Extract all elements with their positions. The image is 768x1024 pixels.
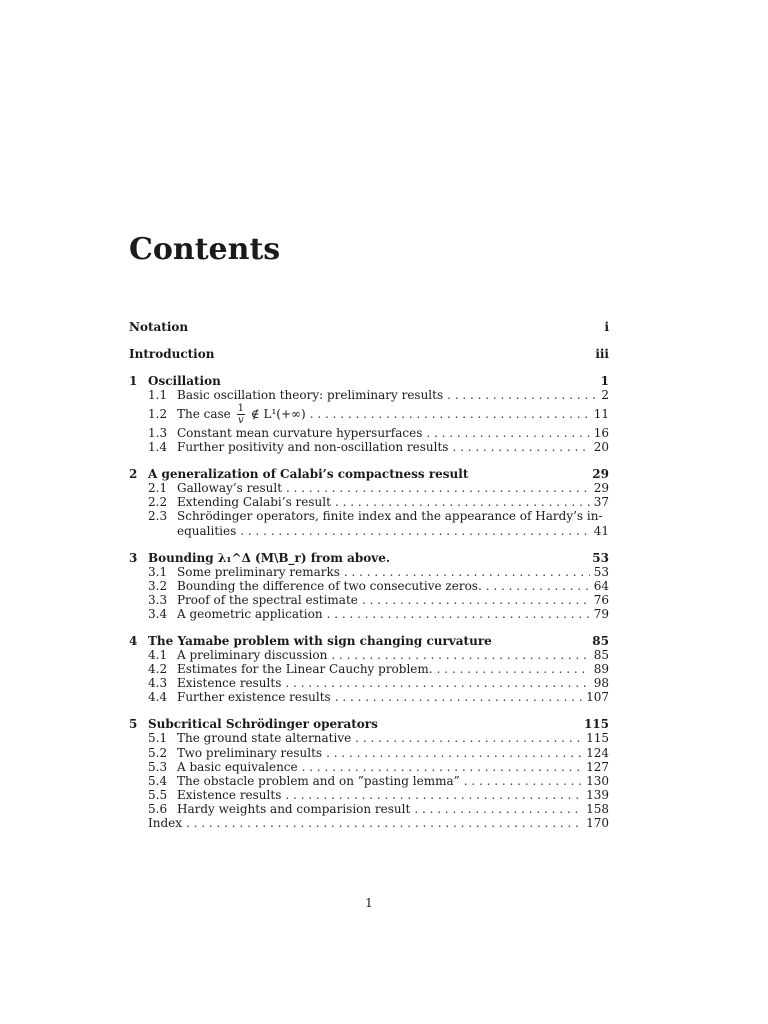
section-number: 4.1 bbox=[148, 648, 168, 663]
section-page: 37 bbox=[593, 495, 609, 510]
section-title-suffix: ∉ L¹(+∞) bbox=[250, 406, 306, 421]
section-number: 2.3 bbox=[148, 509, 168, 524]
section-number: 4.4 bbox=[148, 690, 168, 705]
chapter-page: 1 bbox=[600, 374, 609, 388]
section-page: 139 bbox=[586, 787, 609, 802]
dot-leader bbox=[331, 648, 589, 662]
toc-section-5-4[interactable] bbox=[129, 774, 609, 788]
chapter-title: The Yamabe problem with sign changing curvature bbox=[148, 634, 492, 649]
section-page: 85 bbox=[593, 648, 609, 663]
section-number: 5.2 bbox=[148, 745, 168, 760]
dot-leader bbox=[335, 495, 590, 509]
toc-section-3-3[interactable] bbox=[129, 593, 609, 607]
section-number: 2.1 bbox=[148, 481, 168, 496]
fraction bbox=[237, 403, 245, 426]
toc-section-4-3[interactable] bbox=[129, 676, 609, 690]
dot-leader bbox=[437, 662, 590, 676]
dot-leader bbox=[464, 774, 582, 788]
chapter-page: 85 bbox=[592, 634, 609, 649]
toc-chapter-2[interactable] bbox=[129, 467, 609, 481]
section-page: 107 bbox=[586, 690, 609, 705]
section-title-line1: Schrödinger operators, finite index and the appearance of Hardy’s in- bbox=[177, 509, 603, 524]
section-number: 2.2 bbox=[148, 495, 168, 510]
toc-section-3-2[interactable] bbox=[129, 579, 609, 593]
section-page: 2 bbox=[601, 388, 609, 402]
dot-leader bbox=[285, 788, 582, 802]
section-title: Two preliminary results bbox=[177, 745, 323, 760]
section-title: Bounding the difference of two consecutive zeros. bbox=[177, 578, 482, 593]
page-title: Contents bbox=[129, 232, 281, 267]
toc-section-5-6[interactable] bbox=[129, 802, 609, 816]
dot-leader bbox=[362, 593, 590, 607]
section-number: 4.3 bbox=[148, 676, 168, 691]
dot-leader bbox=[327, 607, 590, 621]
chapter-number: 1 bbox=[129, 374, 138, 388]
page-number: 1 bbox=[365, 896, 373, 910]
section-number: 1.2 bbox=[148, 407, 168, 422]
toc-section-2-1[interactable] bbox=[129, 481, 609, 495]
toc-entry-title: Introduction bbox=[129, 347, 215, 361]
section-number: 1.4 bbox=[148, 440, 168, 455]
section-number: 5.3 bbox=[148, 759, 168, 774]
section-number: 1.1 bbox=[148, 388, 168, 402]
section-page: 53 bbox=[593, 564, 609, 579]
section-title: Estimates for the Linear Cauchy problem. bbox=[177, 662, 433, 677]
section-page: 11 bbox=[593, 407, 609, 422]
toc-section-4-1[interactable] bbox=[129, 648, 609, 662]
dot-leader bbox=[186, 816, 582, 830]
toc-section-1-1[interactable] bbox=[129, 388, 609, 402]
toc-chapter-5[interactable] bbox=[129, 717, 609, 731]
section-title: The obstacle problem and on ”pasting lemma” bbox=[177, 773, 460, 788]
chapter-page: 115 bbox=[583, 717, 609, 732]
section-number: 5.6 bbox=[148, 801, 168, 816]
toc-section-1-4[interactable] bbox=[129, 440, 609, 454]
section-page: 76 bbox=[593, 592, 609, 607]
section-title: Hardy weights and comparision result bbox=[177, 801, 411, 816]
toc-section-3-4[interactable] bbox=[129, 607, 609, 621]
fraction-denominator: v bbox=[237, 414, 244, 426]
table-of-contents bbox=[129, 320, 609, 830]
fraction-numerator: 1 bbox=[237, 402, 244, 414]
dot-leader bbox=[426, 426, 589, 440]
chapter-page: 29 bbox=[592, 467, 609, 482]
toc-entry-notation[interactable] bbox=[129, 320, 609, 334]
section-number: 3.1 bbox=[148, 564, 168, 579]
section-page: 130 bbox=[586, 773, 609, 788]
dot-leader bbox=[452, 440, 589, 454]
toc-section-3-1[interactable] bbox=[129, 565, 609, 579]
section-page: 29 bbox=[593, 481, 609, 496]
toc-section-2-3-continued[interactable] bbox=[129, 524, 609, 538]
section-title: A geometric application bbox=[177, 606, 323, 621]
section-title: Proof of the spectral estimate bbox=[177, 592, 358, 607]
section-title: Some preliminary remarks bbox=[177, 564, 340, 579]
section-number: 5.4 bbox=[148, 773, 168, 788]
section-number: 1.3 bbox=[148, 426, 168, 441]
section-number: 5.1 bbox=[148, 731, 168, 746]
section-page: 127 bbox=[586, 759, 609, 774]
dot-leader bbox=[447, 388, 597, 402]
section-page: 89 bbox=[593, 662, 609, 677]
chapter-number: 3 bbox=[129, 550, 138, 565]
section-number: 3.2 bbox=[148, 578, 168, 593]
toc-entry-introduction[interactable] bbox=[129, 347, 609, 361]
section-title: A basic equivalence bbox=[177, 759, 298, 774]
toc-section-2-3[interactable] bbox=[129, 509, 609, 523]
section-title-prefix: The case bbox=[177, 406, 231, 421]
section-page: 158 bbox=[586, 801, 609, 816]
section-number: 5.5 bbox=[148, 787, 168, 802]
toc-section-5-3[interactable] bbox=[129, 760, 609, 774]
chapter-number: 5 bbox=[129, 717, 138, 732]
toc-entry-index[interactable] bbox=[129, 816, 609, 830]
section-page: 20 bbox=[593, 440, 609, 455]
chapter-title: Subcritical Schrödinger operators bbox=[148, 717, 378, 732]
toc-entry-title: Notation bbox=[129, 320, 189, 334]
section-title: Further positivity and non-oscillation results bbox=[177, 440, 449, 455]
dot-leader bbox=[344, 565, 590, 579]
toc-section-5-1[interactable] bbox=[129, 731, 609, 745]
section-title-line2: equalities bbox=[177, 523, 237, 538]
section-title: Basic oscillation theory: preliminary results bbox=[177, 388, 444, 402]
index-page: 170 bbox=[586, 815, 609, 830]
chapter-number: 2 bbox=[129, 467, 138, 482]
section-page: 79 bbox=[593, 606, 609, 621]
dot-leader bbox=[285, 676, 589, 690]
dot-leader bbox=[414, 802, 582, 816]
chapter-page: 53 bbox=[592, 550, 609, 565]
chapter-title: Oscillation bbox=[148, 374, 221, 388]
section-title: Further existence results bbox=[177, 690, 331, 705]
dot-leader bbox=[335, 690, 582, 704]
section-title: Galloway’s result bbox=[177, 481, 283, 496]
dot-leader bbox=[486, 579, 590, 593]
toc-entry-page: i bbox=[604, 320, 609, 334]
chapter-title: Bounding λ₁^Δ (M\B_r) from above. bbox=[148, 550, 391, 565]
toc-chapter-1[interactable] bbox=[129, 374, 609, 388]
toc-section-4-2[interactable] bbox=[129, 662, 609, 676]
dot-leader bbox=[302, 760, 582, 774]
section-title: Constant mean curvature hypersurfaces bbox=[177, 426, 423, 441]
section-title bbox=[177, 403, 306, 426]
dot-leader bbox=[326, 746, 582, 760]
section-number: 3.4 bbox=[148, 606, 168, 621]
dot-leader bbox=[240, 524, 589, 538]
toc-section-5-5[interactable] bbox=[129, 788, 609, 802]
toc-section-4-4[interactable] bbox=[129, 690, 609, 704]
section-title: Existence results bbox=[177, 787, 282, 802]
toc-section-1-3[interactable] bbox=[129, 426, 609, 440]
dot-leader bbox=[310, 407, 590, 421]
toc-entry-page: iii bbox=[595, 347, 609, 361]
section-title: Existence results bbox=[177, 676, 282, 691]
toc-chapter-4[interactable] bbox=[129, 634, 609, 648]
section-number: 3.3 bbox=[148, 592, 168, 607]
section-page: 41 bbox=[593, 523, 609, 538]
toc-section-2-2[interactable] bbox=[129, 495, 609, 509]
chapter-title: A generalization of Calabi’s compactness result bbox=[148, 467, 469, 482]
chapter-number: 4 bbox=[129, 634, 138, 649]
dot-leader bbox=[355, 731, 582, 745]
section-number: 4.2 bbox=[148, 662, 168, 677]
section-title: A preliminary discussion bbox=[177, 648, 328, 663]
toc-chapter-3[interactable] bbox=[129, 551, 609, 565]
section-page: 124 bbox=[586, 745, 609, 760]
section-page: 98 bbox=[593, 676, 609, 691]
toc-section-5-2[interactable] bbox=[129, 746, 609, 760]
section-title: Extending Calabi’s result bbox=[177, 495, 331, 510]
section-page: 64 bbox=[593, 578, 609, 593]
section-page: 16 bbox=[593, 426, 609, 441]
dot-leader bbox=[286, 481, 590, 495]
section-title: The ground state alternative bbox=[177, 731, 352, 746]
index-title: Index bbox=[148, 815, 183, 830]
toc-section-1-2[interactable] bbox=[129, 402, 609, 426]
section-page: 115 bbox=[586, 731, 609, 746]
